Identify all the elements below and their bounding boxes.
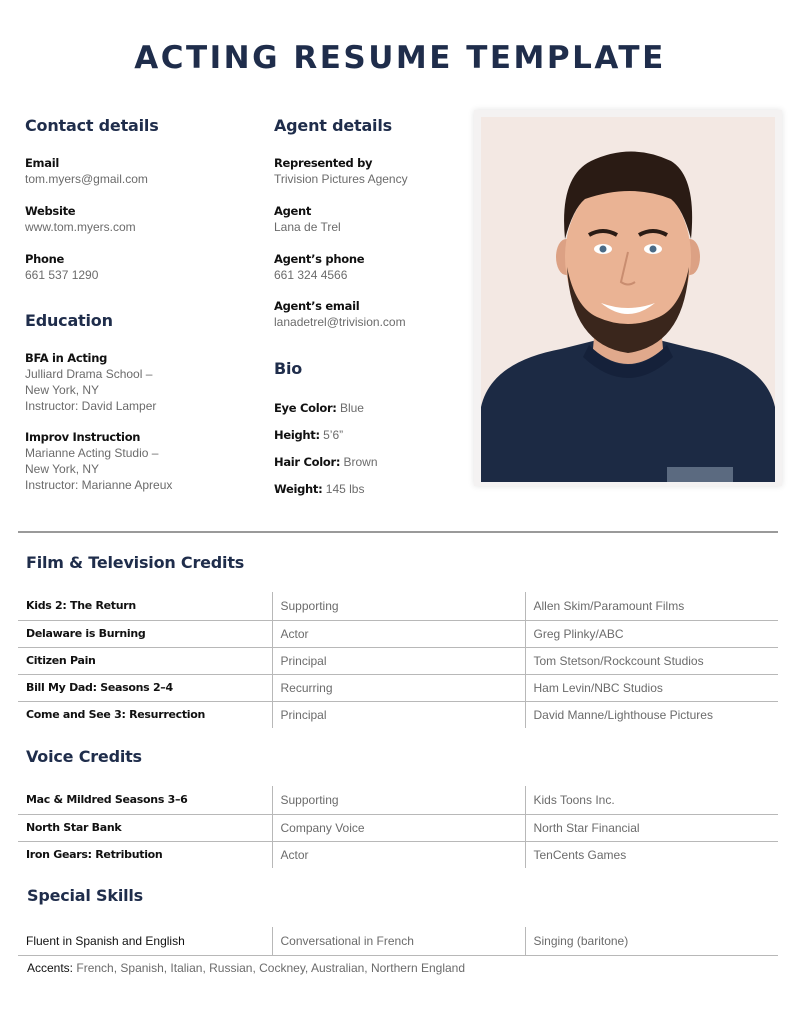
credit-role: Company Voice xyxy=(272,814,525,841)
education-section xyxy=(25,311,255,493)
education-title: BFA in Acting xyxy=(25,351,108,365)
table-row xyxy=(18,620,778,647)
education-item xyxy=(25,429,255,493)
agent-email-value: lanadetrel@trivision.com xyxy=(274,315,406,329)
credit-role: Actor xyxy=(272,620,525,647)
website-value: www.tom.myers.com xyxy=(25,220,136,234)
accents-label: Accents: xyxy=(27,961,74,975)
eye-color-label: Eye Color: xyxy=(274,401,337,415)
phone-label: Phone xyxy=(25,252,65,266)
height xyxy=(274,427,469,443)
agent-section xyxy=(274,116,469,330)
credit-company: David Manne/Lighthouse Pictures xyxy=(525,701,778,728)
agent-phone-value: 661 324 4566 xyxy=(274,268,348,282)
voice-credits-table xyxy=(18,786,778,868)
agent-phone-label: Agent’s phone xyxy=(274,252,365,266)
credit-title: Kids 2: The Return xyxy=(18,592,272,620)
film-credits-table xyxy=(18,592,778,728)
credit-title: North Star Bank xyxy=(18,814,272,841)
table-row xyxy=(18,674,778,701)
credit-title: Come and See 3: Resurrection xyxy=(26,708,206,722)
credit-title: Bill My Dad: Seasons 2–4 xyxy=(18,674,272,701)
headshot-frame xyxy=(474,110,782,486)
bio-heading: Bio xyxy=(274,359,303,378)
voice-heading: Voice Credits xyxy=(26,747,142,766)
table-row xyxy=(18,927,778,955)
skills-table xyxy=(18,927,778,956)
email-value: tom.myers@gmail.com xyxy=(25,172,148,186)
hair-color xyxy=(274,454,469,470)
credit-title: Mac & Mildred Seasons 3–6 xyxy=(18,786,272,814)
credit-role: Recurring xyxy=(272,674,525,701)
credit-title: Citizen Pain xyxy=(18,647,272,674)
table-row xyxy=(18,647,778,674)
film-heading: Film & Television Credits xyxy=(26,553,245,572)
contact-heading: Contact details xyxy=(25,116,159,135)
section-divider xyxy=(18,531,778,533)
bio-section xyxy=(274,359,469,497)
skills-heading: Special Skills xyxy=(27,886,143,905)
height-value: 5’6” xyxy=(323,428,344,442)
credit-company: Ham Levin/NBC Studios xyxy=(525,674,778,701)
skill-item: Singing (baritone) xyxy=(525,927,778,955)
education-line: Marianne Acting Studio – xyxy=(25,446,159,460)
agent-label: Agent xyxy=(274,204,312,218)
agent-value: Lana de Trel xyxy=(274,220,341,234)
weight xyxy=(274,481,469,497)
credit-company: Greg Plinky/ABC xyxy=(525,620,778,647)
page-title: ACTING RESUME TEMPLATE xyxy=(134,40,666,76)
education-line: Instructor: Marianne Apreux xyxy=(25,478,173,492)
education-line: New York, NY xyxy=(25,462,100,476)
eye-color-value: Blue xyxy=(339,401,364,415)
height-label: Height: xyxy=(274,428,320,442)
table-row xyxy=(18,814,778,841)
credit-title: Delaware is Burning xyxy=(18,620,272,647)
credit-company: Tom Stetson/Rockcount Studios xyxy=(525,647,778,674)
represented-label: Represented by xyxy=(274,156,373,170)
credit-role: Supporting xyxy=(272,786,525,814)
represented-value: Trivision Pictures Agency xyxy=(274,172,408,186)
skill-item: Conversational in French xyxy=(272,927,525,955)
phone-value: 661 537 1290 xyxy=(25,268,99,282)
table-row xyxy=(18,592,778,620)
education-line: Instructor: David Lamper xyxy=(25,399,157,413)
table-row xyxy=(18,701,778,728)
education-line: Julliard Drama School – xyxy=(25,367,153,381)
accents-value: French, Spanish, Italian, Russian, Cockney, Australian, Northern England xyxy=(76,961,466,975)
education-heading: Education xyxy=(25,311,113,330)
accents-line xyxy=(27,961,465,975)
agent-email-label: Agent’s email xyxy=(274,299,360,313)
table-row xyxy=(18,841,778,868)
eye-color xyxy=(274,400,469,416)
education-line: New York, NY xyxy=(25,383,100,397)
weight-value: 145 lbs xyxy=(325,482,365,496)
credit-role: Principal xyxy=(272,647,525,674)
table-row xyxy=(18,786,778,814)
credit-company: TenCents Games xyxy=(525,841,778,868)
education-title: Improv Instruction xyxy=(25,430,141,444)
agent-heading: Agent details xyxy=(274,116,392,135)
credit-company: Kids Toons Inc. xyxy=(525,786,778,814)
weight-label: Weight: xyxy=(274,482,323,496)
hair-color-value: Brown xyxy=(343,455,378,469)
credit-company: North Star Financial xyxy=(525,814,778,841)
website-label: Website xyxy=(25,204,76,218)
credit-role: Supporting xyxy=(272,592,525,620)
credit-role: Principal xyxy=(272,701,525,728)
contact-section xyxy=(25,116,255,283)
email-label: Email xyxy=(25,156,59,170)
skill-item: Fluent in Spanish and English xyxy=(18,927,272,955)
credit-role: Actor xyxy=(272,841,525,868)
credit-title: Iron Gears: Retribution xyxy=(26,848,163,862)
credit-company: Allen Skim/Paramount Films xyxy=(525,592,778,620)
headshot-photo xyxy=(481,117,775,482)
education-item xyxy=(25,350,255,414)
hair-color-label: Hair Color: xyxy=(274,455,341,469)
